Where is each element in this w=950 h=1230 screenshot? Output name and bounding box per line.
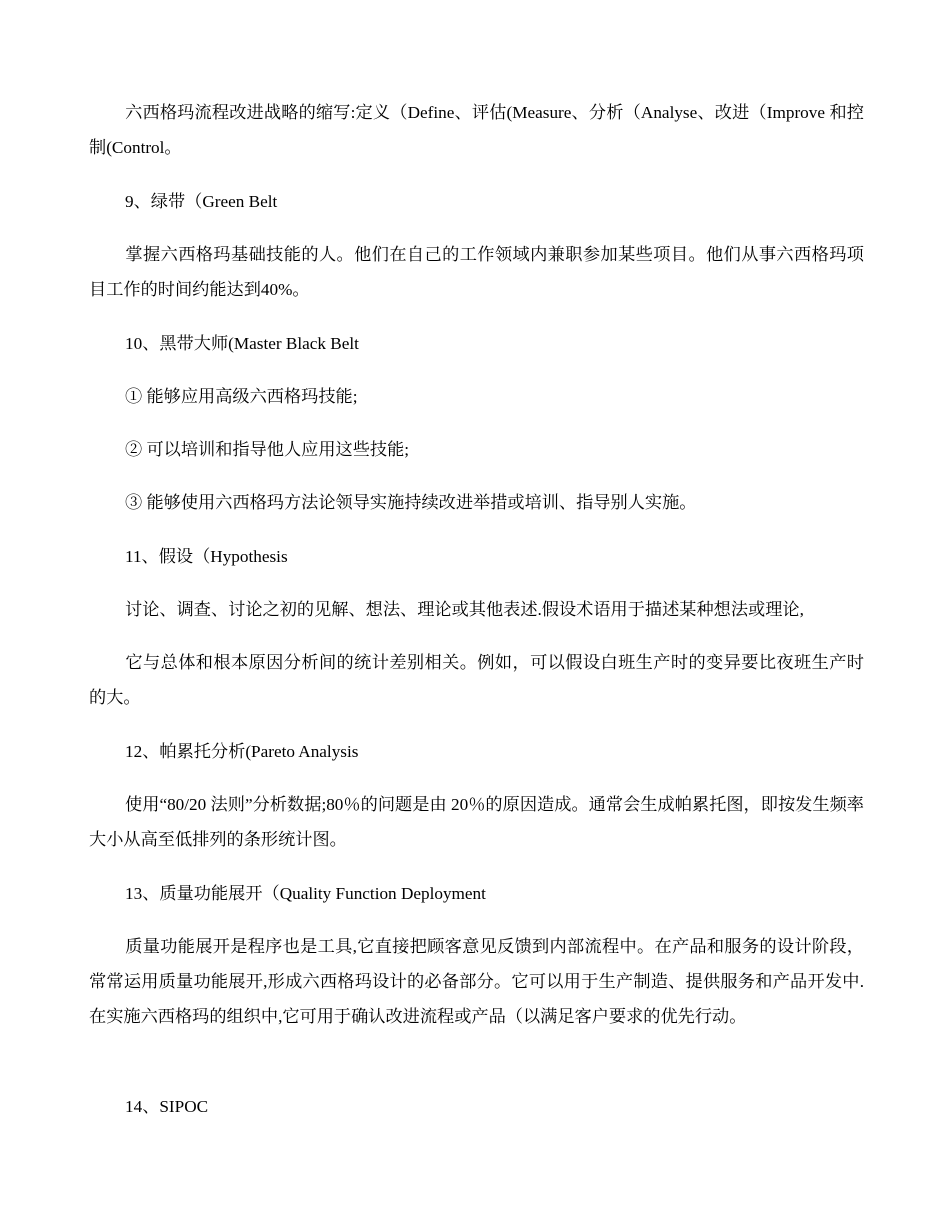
list-item-1	[89, 379, 864, 414]
heading-text: 10、黑带大师(Master Black Belt	[125, 334, 359, 353]
heading-text: 14、SIPOC	[125, 1097, 209, 1116]
paragraph-text: 质量功能展开是程序也是工具,它直接把顾客意见反馈到内部流程中。在产品和服务的设计阶段，常常运用质量功能展开,形成六西格玛设计的必备部分。它可以用于生产制造、提供服务和产品开发中.在实施六西格玛的组织中,它可用于确认改进流程或产品（以满足客户要求的优先行动。	[89, 937, 864, 1026]
heading-green-belt	[89, 184, 864, 219]
list-item-text: ③ 能够使用六西格玛方法论领导实施持续改进举措或培训、指导别人实施。	[125, 493, 697, 512]
list-item-text: ② 可以培训和指导他人应用这些技能;	[125, 440, 410, 459]
paragraph-pareto-analysis	[89, 787, 864, 857]
list-item-text: ① 能够应用高级六西格玛技能;	[125, 387, 358, 406]
heading-text: 9、绿带（Green Belt	[125, 192, 278, 211]
paragraph-text: 使用“80/20 法则”分析数据;80％的问题是由 20％的原因造成。通常会生成帕累托图，即按发生频率大小从高至低排列的条形统计图。	[89, 795, 864, 849]
paragraph-qfd	[89, 929, 864, 1034]
heading-text: 12、帕累托分析(Pareto Analysis	[125, 742, 359, 761]
heading-pareto-analysis	[89, 734, 864, 769]
list-item-2	[89, 432, 864, 467]
paragraph-hypothesis-1	[89, 592, 864, 627]
heading-master-black-belt	[89, 326, 864, 361]
heading-text: 13、质量功能展开（Quality Function Deployment	[125, 884, 486, 903]
paragraph-dmaic-definition	[89, 95, 864, 165]
paragraph-text: 掌握六西格玛基础技能的人。他们在自己的工作领域内兼职参加某些项目。他们从事六西格玛项目工作的时间约能达到40%。	[89, 245, 864, 299]
paragraph-text: 六西格玛流程改进战略的缩写:定义（Define、评估(Measure、分析（Analyse、改进（Improve 和控制(Control。	[89, 103, 864, 157]
heading-sipoc	[89, 1089, 864, 1124]
paragraph-hypothesis-2	[89, 645, 864, 715]
heading-text: 11、假设（Hypothesis	[125, 547, 288, 566]
paragraph-green-belt	[89, 237, 864, 307]
heading-qfd	[89, 876, 864, 911]
heading-hypothesis	[89, 539, 864, 574]
paragraph-text: 它与总体和根本原因分析间的统计差别相关。例如，可以假设白班生产时的变异要比夜班生产时的大。	[89, 653, 864, 707]
paragraph-text: 讨论、调查、讨论之初的见解、想法、理论或其他表述.假设术语用于描述某种想法或理论,	[125, 600, 804, 619]
list-item-3	[89, 485, 864, 520]
